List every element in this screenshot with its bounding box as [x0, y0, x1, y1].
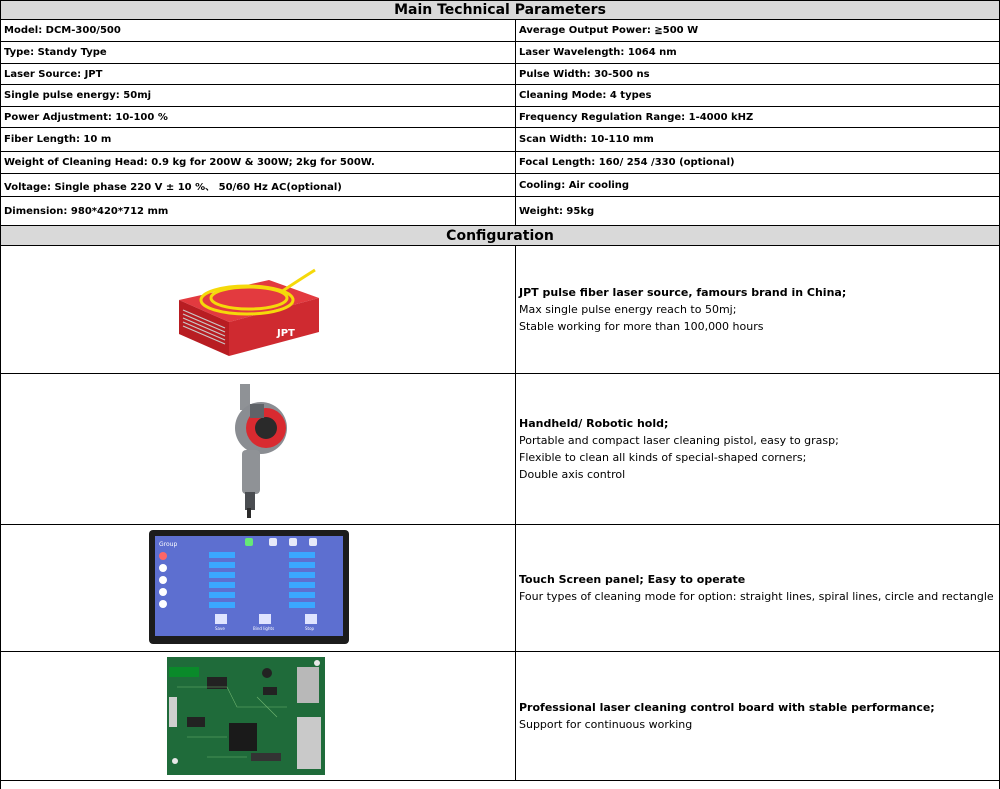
table-row — [1, 20, 999, 42]
table-row — [1, 42, 999, 64]
table-row — [1, 128, 999, 152]
param-cell: Focal Length: 160/ 254 /330 (optional) — [519, 157, 735, 168]
param-cell: Laser Source: JPT — [1, 64, 516, 84]
param-cell: Single pulse energy: 50mj — [1, 85, 516, 106]
technical-header: Main Technical Parameters — [1, 0, 999, 20]
param-cell: Power Adjustment: 10-100 % — [1, 107, 516, 127]
param-cell: Cleaning Mode: 4 types — [519, 90, 652, 101]
screen-title: Group — [159, 541, 178, 548]
table-row — [1, 174, 999, 197]
config-description — [516, 525, 999, 651]
config-row-handheld — [1, 374, 999, 525]
param-cell: Laser Wavelength: 1064 nm — [519, 47, 677, 58]
config-line: Portable and compact laser cleaning pistol, easy to grasp; — [519, 434, 839, 447]
config-description — [516, 246, 999, 373]
handheld-image — [1, 374, 516, 524]
param-cell: Dimension: 980*420*712 mm — [1, 197, 516, 225]
screen-button-bind: Bind lights — [253, 626, 275, 631]
config-row-touch-screen — [1, 525, 999, 652]
laser-brand-text: JPT — [277, 328, 295, 339]
configuration-header: Configuration — [1, 226, 999, 246]
config-lead: Touch Screen panel; Easy to operate — [519, 573, 746, 586]
config-description — [516, 652, 999, 780]
config-line: Four types of cleaning mode for option: straight lines, spiral lines, circle and rectangle — [519, 590, 994, 603]
param-cell: Weight: 95kg — [519, 205, 595, 217]
technical-table — [1, 20, 999, 226]
config-line: Max single pulse energy reach to 50mj; — [519, 303, 737, 316]
config-line: Stable working for more than 100,000 hours — [519, 320, 764, 333]
param-cell: Weight of Cleaning Head: 0.9 kg for 200W & 300W; 2kg for 500W. — [1, 152, 516, 173]
config-lead: Professional laser cleaning control board with stable performance; — [519, 701, 935, 714]
param-cell: Average Output Power: ≧500 W — [519, 25, 699, 36]
param-cell: Model: DCM-300/500 — [1, 20, 516, 41]
config-row-control-board — [1, 652, 999, 781]
screen-button-save: Save — [215, 626, 225, 631]
config-row-laser-source — [1, 246, 999, 374]
param-cell: Type: Standy Type — [1, 42, 516, 63]
touch-screen-picture — [149, 530, 349, 644]
param-cell: Cooling: Air cooling — [519, 179, 630, 191]
config-line: Flexible to clean all kinds of special-shaped corners; — [519, 451, 807, 464]
config-lead: JPT pulse fiber laser source, famours brand in China; — [519, 286, 847, 299]
laser-source-image — [1, 246, 516, 373]
param-cell: Scan Width: 10-110 mm — [519, 134, 654, 145]
param-cell: Frequency Regulation Range: 1-4000 kHZ — [519, 111, 754, 123]
config-description — [516, 374, 999, 524]
config-lead: Handheld/ Robotic hold; — [519, 417, 669, 430]
table-row — [1, 85, 999, 107]
config-line: Support for continuous working — [519, 718, 693, 731]
table-row — [1, 197, 999, 226]
param-cell: Fiber Length: 10 m — [1, 128, 516, 151]
screen-button-stop: Stop — [305, 626, 315, 631]
table-row — [1, 152, 999, 174]
param-cell: Pulse Width: 30-500 ns — [519, 68, 650, 80]
table-row — [1, 107, 999, 128]
control-board-picture — [167, 657, 325, 775]
control-board-image — [1, 652, 516, 780]
param-cell: Voltage: Single phase 220 V ± 10 %、 50/60 Hz AC(optional) — [1, 174, 516, 196]
cleaning-gun-picture — [206, 380, 316, 520]
table-row — [1, 64, 999, 85]
config-line: Double axis control — [519, 468, 626, 481]
touch-screen-image — [1, 525, 516, 651]
laser-source-picture — [169, 260, 329, 360]
